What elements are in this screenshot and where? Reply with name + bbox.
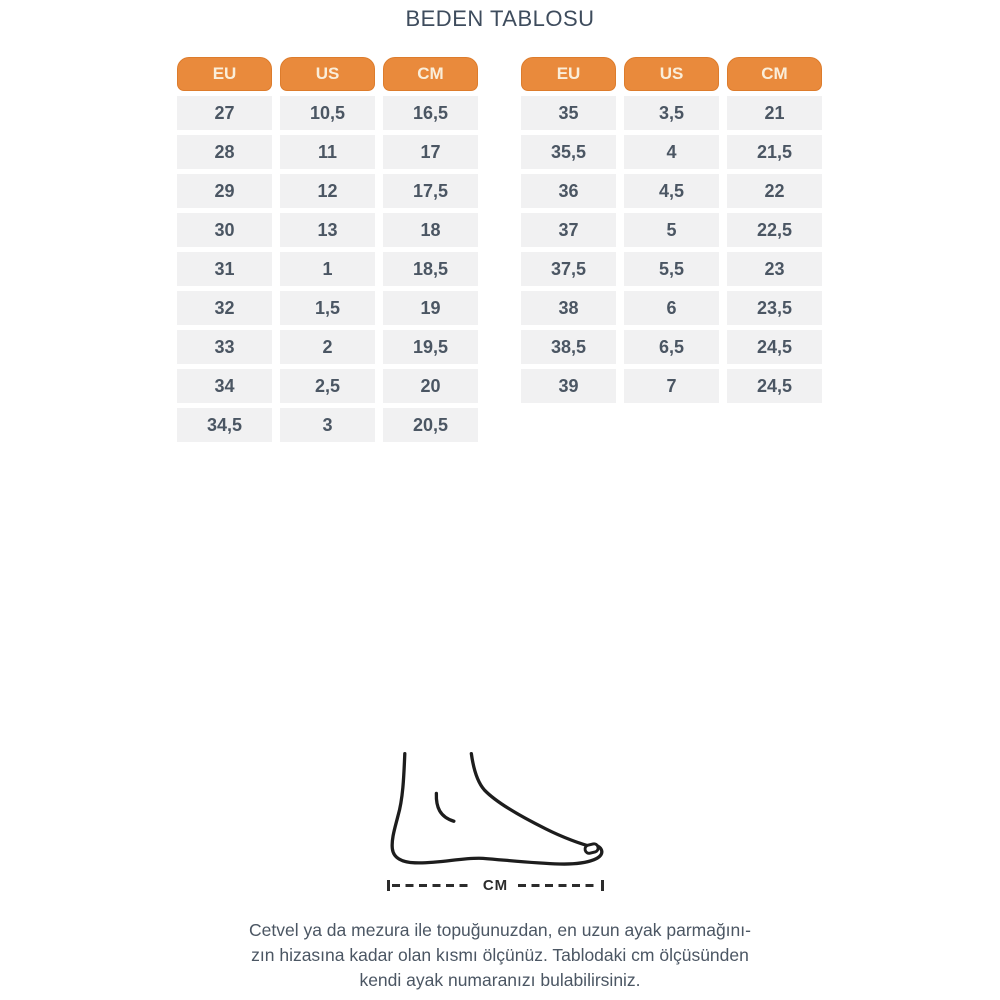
size-cell-cm: 22 xyxy=(727,174,822,208)
size-cell-us: 2,5 xyxy=(280,369,375,403)
size-cell-cm: 23 xyxy=(727,252,822,286)
size-cell-cm: 23,5 xyxy=(727,291,822,325)
instruction-line: Cetvel ya da mezura ile topuğunuzdan, en uzun ayak parmağını- xyxy=(249,920,751,940)
measurement-line xyxy=(387,878,604,892)
size-cell-eu: 39 xyxy=(521,369,616,403)
size-cell-eu: 28 xyxy=(177,135,272,169)
foot-illustration xyxy=(381,741,619,877)
size-cell-eu: 29 xyxy=(177,174,272,208)
column-header-us: US xyxy=(624,57,719,91)
size-cell-cm: 17,5 xyxy=(383,174,478,208)
size-cell-eu: 37,5 xyxy=(521,252,616,286)
size-cell-eu: 32 xyxy=(177,291,272,325)
column-header-cm: CM xyxy=(727,57,822,91)
instep-path xyxy=(471,754,591,847)
size-cell-cm: 22,5 xyxy=(727,213,822,247)
size-cell-us: 7 xyxy=(624,369,719,403)
size-cell-cm: 19,5 xyxy=(383,330,478,364)
size-cell-us: 11 xyxy=(280,135,375,169)
size-cell-us: 12 xyxy=(280,174,375,208)
size-cell-us: 5 xyxy=(624,213,719,247)
size-cell-us: 6 xyxy=(624,291,719,325)
column-header-eu: EU xyxy=(177,57,272,91)
measurement-instructions xyxy=(0,918,1000,993)
size-cell-eu: 33 xyxy=(177,330,272,364)
size-cell-cm: 18 xyxy=(383,213,478,247)
size-cell-eu: 30 xyxy=(177,213,272,247)
column-header-us: US xyxy=(280,57,375,91)
size-cell-us: 1 xyxy=(280,252,375,286)
column-header-cm: CM xyxy=(383,57,478,91)
size-cell-us: 1,5 xyxy=(280,291,375,325)
instruction-line: zın hizasına kadar olan kısmı ölçünüz. Tablodaki cm ölçüsünden xyxy=(251,945,749,965)
size-cell-cm: 17 xyxy=(383,135,478,169)
measure-dashes-right xyxy=(518,884,599,887)
size-cell-eu: 35 xyxy=(521,96,616,130)
page-title: BEDEN TABLOSU xyxy=(405,6,595,31)
size-cell-us: 3,5 xyxy=(624,96,719,130)
size-cell-cm: 24,5 xyxy=(727,330,822,364)
size-cell-us: 13 xyxy=(280,213,375,247)
size-cell-us: 4,5 xyxy=(624,174,719,208)
measure-unit-label: CM xyxy=(482,876,509,894)
size-cell-cm: 20 xyxy=(383,369,478,403)
toenail-shape xyxy=(584,843,599,854)
size-cell-cm: 19 xyxy=(383,291,478,325)
size-cell-eu: 36 xyxy=(521,174,616,208)
size-cell-eu: 31 xyxy=(177,252,272,286)
size-cell-eu: 38,5 xyxy=(521,330,616,364)
size-cell-us: 3 xyxy=(280,408,375,442)
size-cell-eu: 38 xyxy=(521,291,616,325)
size-cell-eu: 34,5 xyxy=(177,408,272,442)
size-table-left xyxy=(177,57,478,442)
size-cell-eu: 35,5 xyxy=(521,135,616,169)
size-cell-cm: 24,5 xyxy=(727,369,822,403)
measure-dashes-left xyxy=(392,884,473,887)
size-table-right xyxy=(521,57,822,403)
measure-tick-right xyxy=(601,880,604,891)
size-cell-us: 5,5 xyxy=(624,252,719,286)
size-cell-cm: 18,5 xyxy=(383,252,478,286)
size-cell-us: 4 xyxy=(624,135,719,169)
size-cell-us: 6,5 xyxy=(624,330,719,364)
size-cell-us: 10,5 xyxy=(280,96,375,130)
size-cell-us: 2 xyxy=(280,330,375,364)
size-cell-eu: 37 xyxy=(521,213,616,247)
foot-outline-path xyxy=(392,754,602,864)
instruction-line: kendi ayak numaranızı bulabilirsiniz. xyxy=(359,970,641,990)
measure-tick-left xyxy=(387,880,390,891)
size-cell-cm: 21,5 xyxy=(727,135,822,169)
size-cell-eu: 27 xyxy=(177,96,272,130)
size-cell-cm: 16,5 xyxy=(383,96,478,130)
size-cell-cm: 20,5 xyxy=(383,408,478,442)
column-header-eu: EU xyxy=(521,57,616,91)
size-cell-cm: 21 xyxy=(727,96,822,130)
ankle-bone-path xyxy=(436,793,454,821)
size-cell-eu: 34 xyxy=(177,369,272,403)
